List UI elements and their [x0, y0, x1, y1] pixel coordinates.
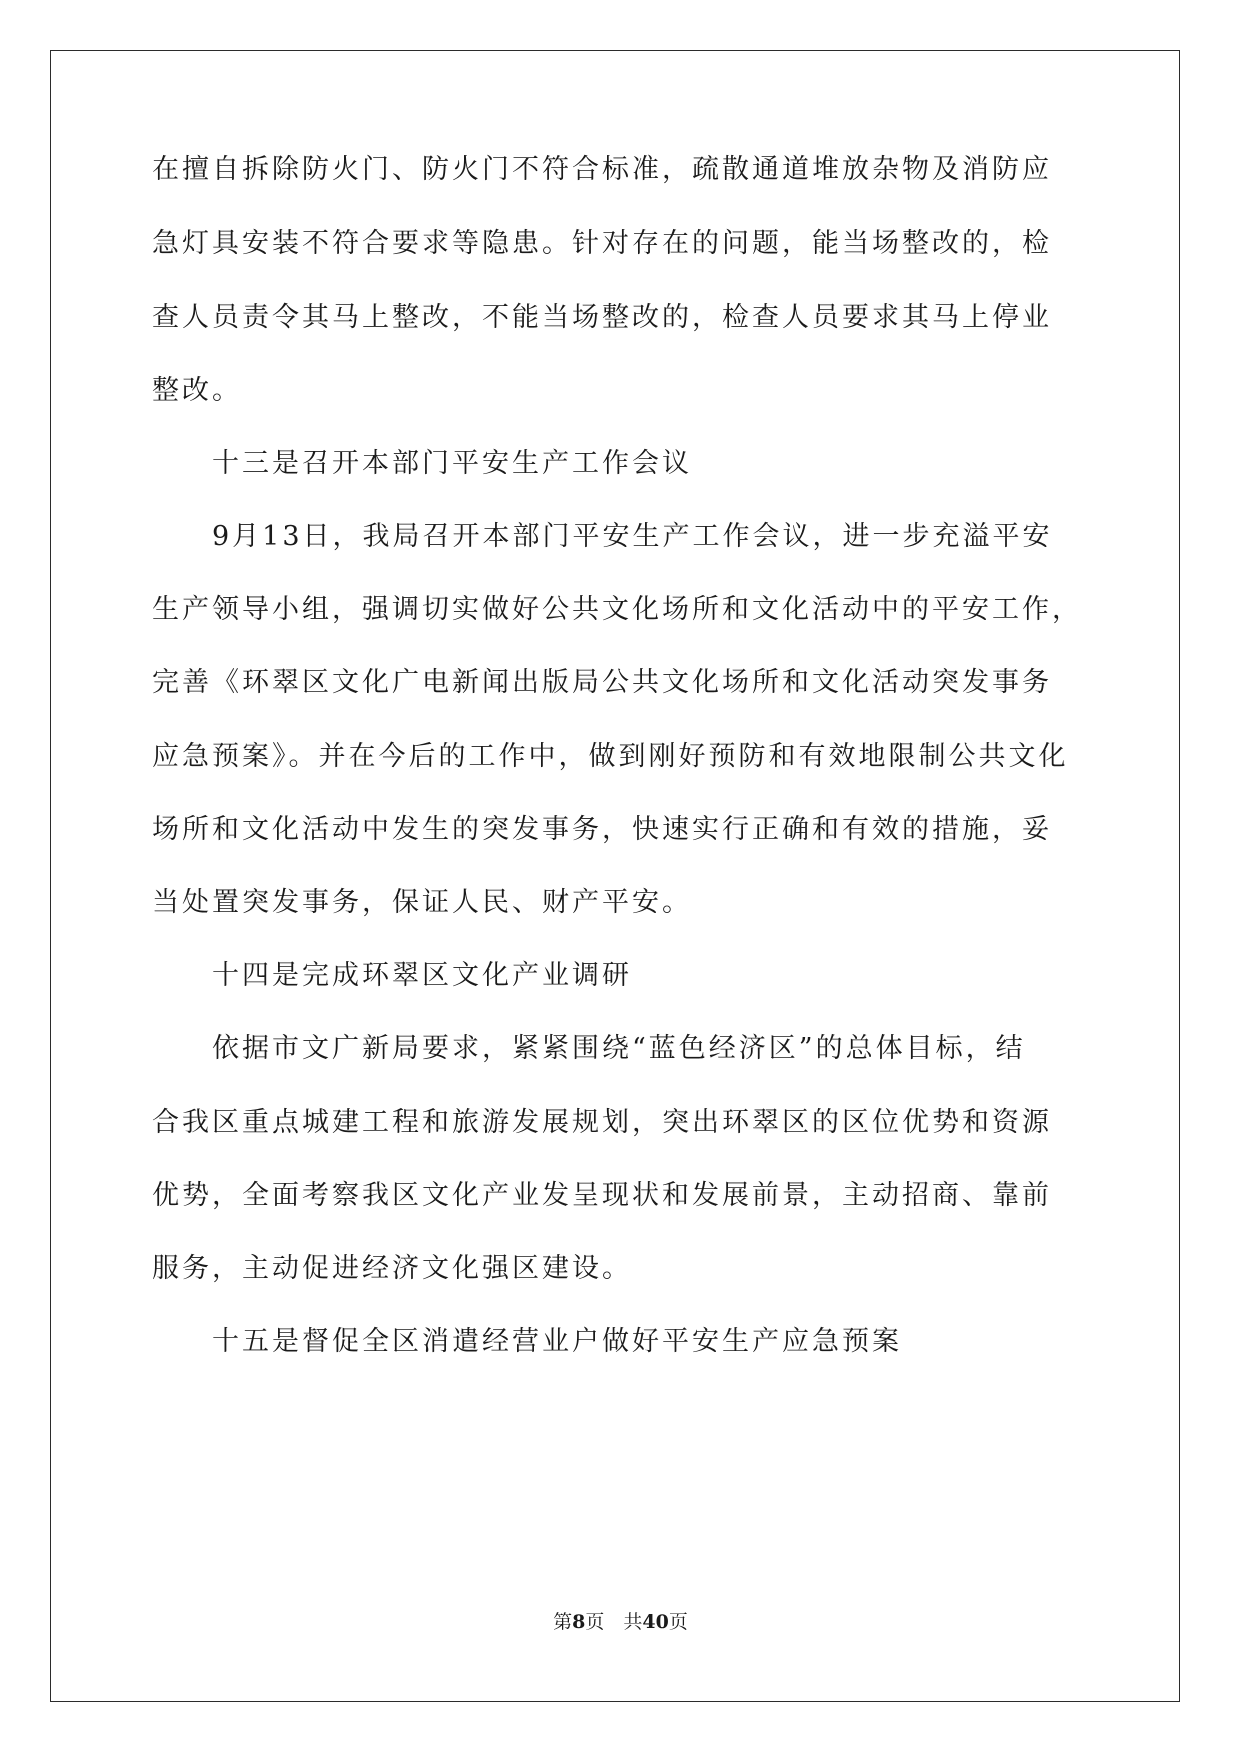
body-line: 依据市文广新局要求，紧紧围绕“蓝色经济区”的总体目标，结 — [212, 1033, 1026, 1064]
body-line: 9月13日，我局召开本部门平安生产工作会议，进一步充溢平安 — [212, 521, 1053, 552]
body-line: 当处置突发事务，保证人民、财产平安。 — [152, 887, 692, 918]
section-heading: 十三是召开本部门平安生产工作会议 — [212, 448, 692, 479]
body-line: 应急预案》。并在今后的工作中，做到刚好预防和有效地限制公共文化 — [152, 741, 1069, 772]
body-line: 整改。 — [152, 375, 242, 406]
total-page-number: 40 — [642, 1611, 669, 1633]
body-line: 生产领导小组，强调切实做好公共文化场所和文化活动中的平安工作， — [152, 594, 1082, 625]
page-footer — [0, 1610, 1241, 1634]
body-line: 在擅自拆除防火门、防火门不符合标准，疏散通道堆放杂物及消防应 — [152, 154, 1052, 185]
body-line: 服务，主动促进经济文化强区建设。 — [152, 1253, 632, 1284]
page-prefix: 第 — [553, 1611, 573, 1633]
page-mid: 页 共 — [585, 1611, 643, 1633]
current-page-number: 8 — [572, 1611, 586, 1633]
body-line: 完善《环翠区文化广电新闻出版局公共文化场所和文化活动突发事务 — [152, 667, 1052, 698]
body-line: 优势，全面考察我区文化产业发呈现状和发展前景，主动招商、靠前 — [152, 1180, 1052, 1211]
page-suffix: 页 — [668, 1611, 688, 1633]
section-heading: 十五是督促全区消遣经营业户做好平安生产应急预案 — [212, 1326, 902, 1357]
body-line: 合我区重点城建工程和旅游发展规划，突出环翠区的区位优势和资源 — [152, 1107, 1052, 1138]
body-line: 查人员责令其马上整改，不能当场整改的，检查人员要求其马上停业 — [152, 302, 1052, 333]
body-line: 场所和文化活动中发生的突发事务，快速实行正确和有效的措施，妥 — [152, 814, 1052, 845]
section-heading: 十四是完成环翠区文化产业调研 — [212, 960, 632, 991]
body-line: 急灯具安装不符合要求等隐患。针对存在的问题，能当场整改的，检 — [152, 228, 1052, 259]
